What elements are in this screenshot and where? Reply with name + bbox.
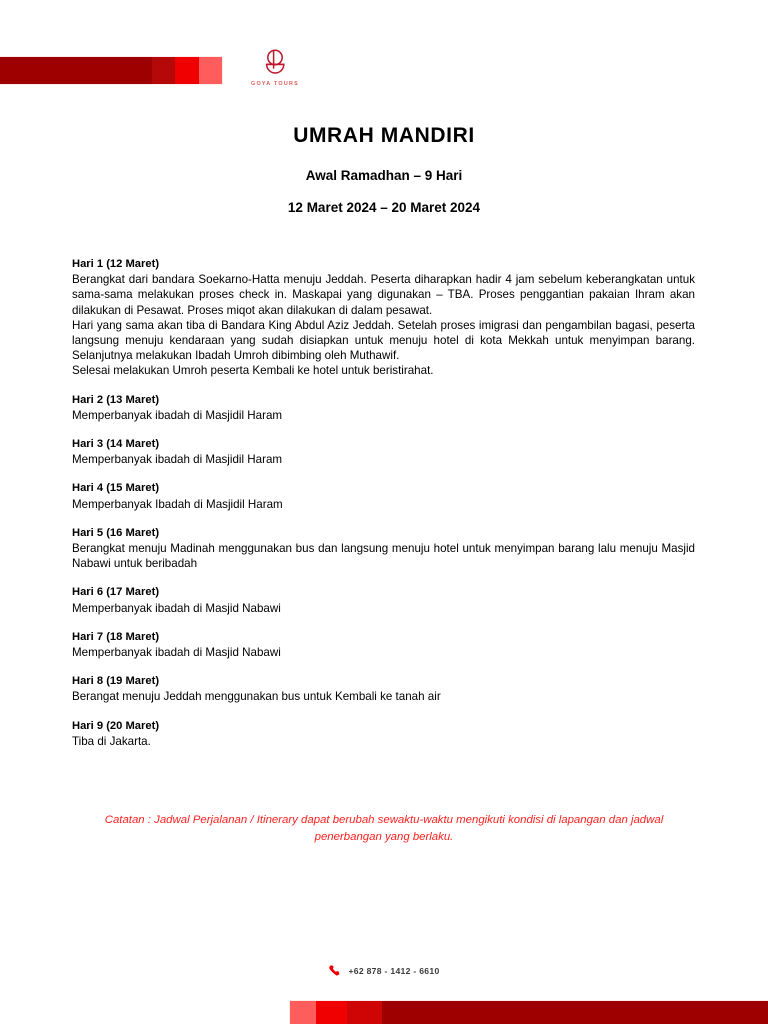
itinerary-day [72, 257, 695, 379]
itinerary-day [72, 585, 695, 615]
day-text: Hari yang sama akan tiba di Bandara King Abdul Aziz Jeddah. Setelah proses imigrasi dan pengambilan bagasi, peserta langsung menuju kendaraan yang sudah disiapkan untuk menuju hotel di kota Mekkah untuk menyimpan barang. Selanjutnya melakukan Ibadah Umroh dibimbing oleh Muthawif. [72, 318, 695, 363]
day-heading: Hari 9 (20 Maret) [72, 719, 160, 732]
header-bar-segment-2 [152, 57, 175, 84]
day-heading: Hari 5 (16 Maret) [72, 526, 160, 539]
header-accent-bar [0, 57, 222, 84]
day-heading: Hari 6 (17 Maret) [72, 586, 160, 599]
footer-bar-segment-4 [382, 1001, 768, 1024]
brand-logo [244, 47, 306, 87]
itinerary-day [72, 481, 695, 511]
itinerary-day [72, 674, 695, 704]
header-bar-segment-4 [199, 57, 222, 84]
footer-bar-segment-1 [290, 1001, 316, 1024]
footer-bar-segment-3 [347, 1001, 382, 1024]
day-text: Memperbanyak Ibadah di Masjidil Haram [72, 497, 283, 511]
day-text: Memperbanyak ibadah di Masjid Nabawi [72, 601, 281, 615]
brand-wordmark: GOYA TOURS [251, 81, 299, 87]
day-heading: Hari 3 (14 Maret) [72, 438, 160, 451]
day-text: Berangkat dari bandara Soekarno-Hatta menuju Jeddah. Peserta diharapkan hadir 4 jam sebelum keberangkatan untuk sama-sama melakukan proses check in. Maskapai yang digunakan – TBA. Proses penggantian pakaian Ihram akan dilakukan di Pesawat. Proses miqot akan dilakukan di dalam pesawat. [72, 273, 695, 317]
itinerary-day [72, 393, 695, 423]
day-text: Berangat menuju Jeddah menggunakan bus untuk Kembali ke tanah air [72, 690, 441, 704]
page-subtitle: Awal Ramadhan – 9 Hari [305, 168, 463, 183]
page-dates: 12 Maret 2024 – 20 Maret 2024 [287, 200, 481, 215]
day-heading: Hari 4 (15 Maret) [72, 482, 160, 495]
itinerary-day [72, 437, 695, 467]
day-text: Berangkat menuju Madinah menggunakan bus dan langsung menuju hotel untuk menyimpan barang lalu menuju Masjid Nabawi untuk beribadah [72, 542, 695, 571]
footer-accent-bar [290, 1001, 768, 1024]
itinerary-day [72, 526, 695, 572]
itinerary-day [72, 630, 695, 660]
day-heading: Hari 7 (18 Maret) [72, 630, 160, 643]
day-text: Selesai melakukan Umroh peserta Kembali ke hotel untuk beristirahat. [72, 364, 434, 378]
header-bar-segment-1 [0, 57, 152, 84]
title-block [0, 124, 768, 215]
day-heading: Hari 8 (19 Maret) [72, 675, 160, 688]
footer-phone-number: +62 878 - 1412 - 6610 [348, 965, 440, 976]
day-text: Memperbanyak ibadah di Masjidil Haram [72, 408, 283, 422]
itinerary-list [72, 257, 695, 749]
footer-bar-segment-2 [316, 1001, 347, 1024]
page-title: UMRAH MANDIRI [293, 124, 475, 147]
day-heading: Hari 2 (13 Maret) [72, 393, 160, 406]
day-text: Tiba di Jakarta. [72, 734, 151, 748]
footer-contact [0, 964, 768, 977]
header-bar-segment-3 [175, 57, 199, 84]
phone-handset-icon [328, 964, 341, 977]
day-text: Memperbanyak ibadah di Masjidil Haram [72, 453, 283, 467]
day-heading: Hari 1 (12 Maret) [72, 258, 160, 270]
itinerary-day [72, 719, 695, 749]
day-text: Memperbanyak ibadah di Masjid Nabawi [72, 646, 281, 660]
itinerary-disclaimer-note: Catatan : Jadwal Perjalanan / Itinerary dapat berubah sewaktu-waktu mengikuti kondisi di lapangan dan jadwal penerbangan yang berlaku. [104, 814, 664, 843]
goya-g-monogram-icon [260, 47, 290, 79]
